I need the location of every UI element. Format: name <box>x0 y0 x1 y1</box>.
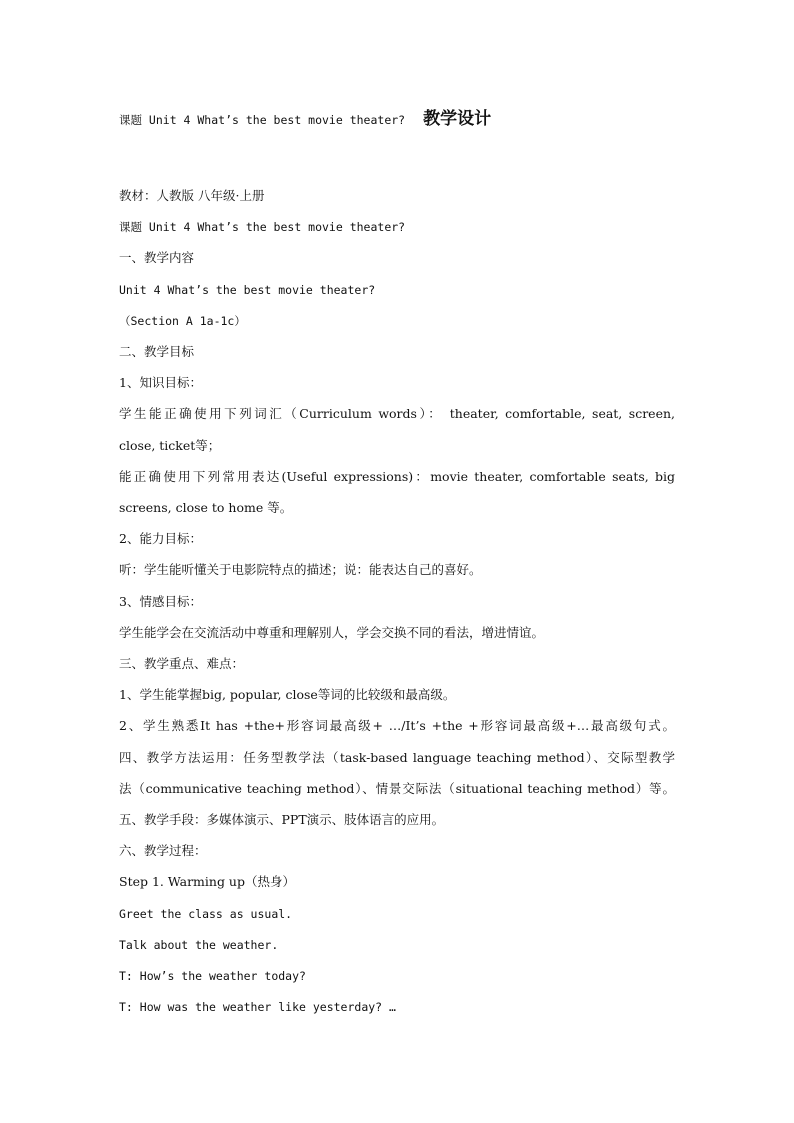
step-1-greet: Greet the class as usual. <box>119 907 293 921</box>
teaching-methods-line-1: 四、教学方法运用：任务型教学法（task-based language teaching method）、交际型教学 <box>119 750 675 765</box>
step-1-weather: Talk about the weather. <box>119 938 279 952</box>
lesson-topic: 课题 Unit 4 What’s the best movie theater? <box>119 220 406 234</box>
teaching-methods-line-2: 法（communicative teaching method）、情景交际法（situational teaching method）等。 <box>119 781 675 796</box>
section-heading-process: 六、教学过程： <box>119 843 207 858</box>
textbook-info: 教材：人教版 八年级·上册 <box>119 188 265 203</box>
section-heading-content: 一、教学内容 <box>119 250 195 265</box>
expressions-line-2: screens, close to home 等。 <box>119 500 293 515</box>
expressions-line-1: 能正确使用下列常用表达(Useful expressions)：movie theater, comfortable seats, big <box>119 469 675 484</box>
key-point-2: 2、学生熟悉It has +the+形容词最高级+ …/It’s +the +形容词最高级+…最高级句式。 <box>119 718 675 733</box>
title-prefix: 课题 Unit 4 What’s the best movie theater? <box>119 113 406 127</box>
knowledge-objective-heading: 1、知识目标： <box>119 375 202 390</box>
step-1-question-yesterday: T: How was the weather like yesterday? … <box>119 1000 396 1014</box>
ability-objective-heading: 2、能力目标： <box>119 531 202 546</box>
title-suffix: 教学设计 <box>423 109 492 129</box>
section-heading-objectives: 二、教学目标 <box>119 344 195 359</box>
step-1-question-today: T: How’s the weather today? <box>119 969 306 983</box>
key-point-1: 1、学生能掌握big, popular, close等词的比较级和最高级。 <box>119 687 456 702</box>
vocabulary-line-2: close, ticket等； <box>119 438 221 453</box>
content-unit: Unit 4 What’s the best movie theater? <box>119 283 376 297</box>
vocabulary-line-1: 学生能正确使用下列词汇（Curriculum words）： theater, comfortable, seat, screen, <box>119 406 675 421</box>
section-heading-key-points: 三、教学重点、难点： <box>119 656 245 671</box>
content-section: （Section A 1a-1c） <box>119 314 246 328</box>
emotion-objective-heading: 3、情感目标： <box>119 594 202 609</box>
ability-objective-text: 听：学生能听懂关于电影院特点的描述；说：能表达自己的喜好。 <box>119 562 482 577</box>
step-1-heading: Step 1. Warming up（热身） <box>119 874 295 889</box>
document-title <box>119 111 491 128</box>
emotion-objective-text: 学生能学会在交流活动中尊重和理解别人，学会交换不同的看法，增进情谊。 <box>119 625 545 640</box>
teaching-means: 五、教学手段：多媒体演示、PPT演示、肢体语言的应用。 <box>119 812 445 827</box>
